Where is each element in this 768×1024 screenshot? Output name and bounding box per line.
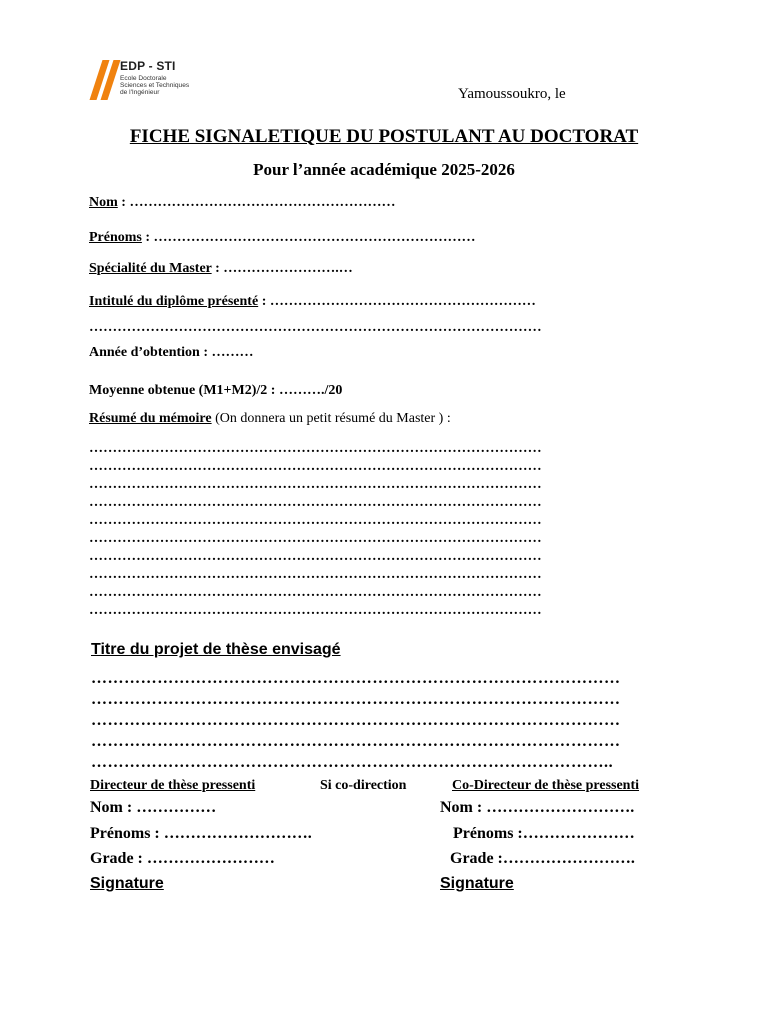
logo-name: EDP - STI: [120, 59, 176, 73]
field-moyenne[interactable]: Moyenne obtenue (M1+M2)/2 : ………./20: [89, 383, 343, 398]
field-resume-label: [89, 411, 451, 427]
resume-line[interactable]: ……………………………………………………………………………………: [89, 495, 542, 510]
resume-line[interactable]: ……………………………………………………………………………………: [89, 603, 542, 618]
document-title: [0, 126, 768, 148]
thesis-title-heading: Titre du projet de thèse envisagé: [91, 641, 341, 658]
director-prenoms[interactable]: Prénoms : ……………………….: [90, 825, 312, 842]
field-intitule-line2[interactable]: ……………………………………………………………………………………: [89, 320, 542, 335]
resume-line[interactable]: ……………………………………………………………………………………: [89, 567, 542, 582]
resume-line[interactable]: ……………………………………………………………………………………: [89, 441, 542, 456]
logo-subtitle-line: Ecole Doctorale: [120, 75, 167, 82]
co-director-heading: Co-Directeur de thèse pressenti: [452, 778, 640, 793]
resume-line[interactable]: ……………………………………………………………………………………: [89, 513, 542, 528]
thesis-line[interactable]: ……………………………………………………………………………………: [91, 733, 621, 750]
field-dots: : ……………………………………………………………: [141, 230, 476, 245]
resume-line[interactable]: ……………………………………………………………………………………: [89, 549, 542, 564]
field-specialite[interactable]: [89, 261, 353, 277]
resume-line[interactable]: ……………………………………………………………………………………: [89, 477, 542, 492]
field-label: Intitulé du diplôme présenté: [89, 294, 259, 309]
logo-subtitle-line: de l'Ingénieur: [120, 89, 160, 96]
director-grade[interactable]: Grade : ……………………: [90, 850, 275, 867]
thesis-line[interactable]: ……………………………………………………………………………………: [91, 691, 621, 708]
thesis-line[interactable]: ……………………………………………………………………………………: [91, 670, 621, 687]
co-director-grade[interactable]: Grade :…………………….: [450, 850, 635, 867]
field-nom[interactable]: [89, 195, 395, 211]
director-heading: Directeur de thèse pressenti: [90, 778, 256, 793]
field-dots: : …………………………………………………: [117, 195, 396, 210]
field-label: Spécialité du Master: [89, 261, 212, 276]
place-date: Yamoussoukro, le: [458, 86, 566, 102]
field-label: Résumé du mémoire: [89, 411, 212, 426]
field-annee-obtention[interactable]: Année d’obtention : ………: [89, 345, 254, 360]
resume-line[interactable]: ……………………………………………………………………………………: [89, 459, 542, 474]
field-intitule[interactable]: [89, 294, 536, 310]
field-note: (On donnera un petit résumé du Master ) :: [211, 411, 451, 426]
co-director-prenoms[interactable]: Prénoms :…………………: [453, 825, 635, 842]
director-nom[interactable]: Nom : ……………: [90, 799, 217, 816]
field-label: Nom: [89, 195, 118, 210]
director-signature[interactable]: Signature: [90, 875, 164, 892]
thesis-line[interactable]: ……………………………………………………………………………………: [91, 712, 621, 729]
logo-subtitle-line: Sciences et Techniques: [120, 82, 190, 89]
thesis-line[interactable]: …………………………………………………………………………………..: [91, 754, 614, 771]
co-director-signature[interactable]: Signature: [440, 875, 514, 892]
resume-line[interactable]: ……………………………………………………………………………………: [89, 585, 542, 600]
field-prenoms[interactable]: [89, 230, 476, 246]
resume-line[interactable]: ……………………………………………………………………………………: [89, 531, 542, 546]
field-label: Prénoms: [89, 230, 142, 245]
co-direction-note: Si co-direction: [320, 778, 407, 793]
field-dots: : …………………………………………………: [258, 294, 536, 309]
academic-year: Pour l’année académique 2025-2026: [253, 160, 515, 179]
document-title-text: FICHE SIGNALETIQUE DU POSTULANT AU DOCTORAT: [129, 126, 639, 147]
edp-sti-logo: [90, 56, 200, 102]
co-director-nom[interactable]: Nom : ……………………….: [440, 799, 635, 816]
field-dots: : …………………….…: [211, 261, 353, 276]
